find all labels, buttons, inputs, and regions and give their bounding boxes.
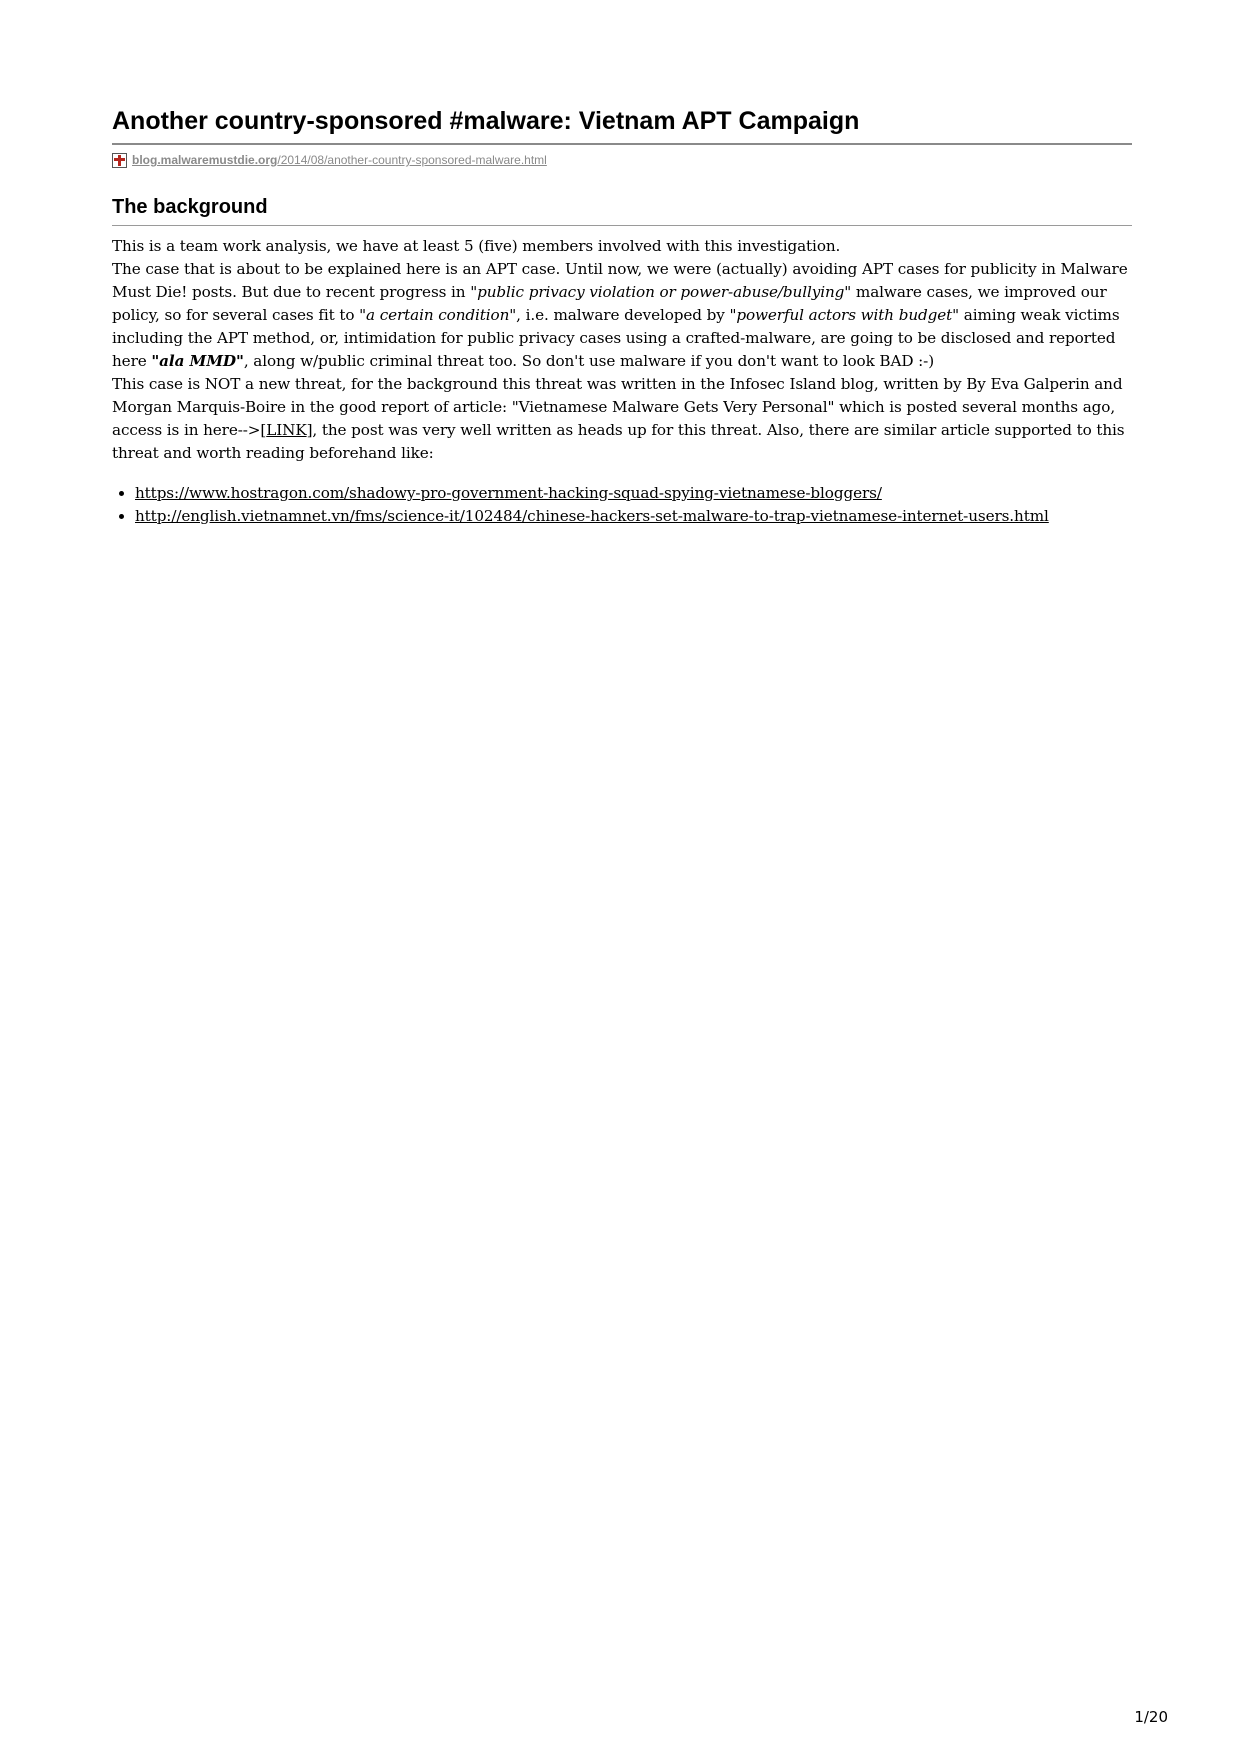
text-run: , i.e. malware developed by (516, 306, 730, 324)
article-body (112, 235, 1132, 465)
source-domain: blog.malwaremustdie.org (132, 153, 278, 167)
paragraph-intro: This is a team work analysis, we have at least 5 (five) members involved with this investigation. (112, 237, 841, 255)
source-path: /2014/08/another-country-sponsored-malware.html (277, 153, 547, 167)
list-item (135, 482, 1132, 505)
text-run: , along w/public criminal threat too. So don't use malware if you don't want to look BAD :-) (243, 352, 935, 370)
emphasis-text: "public privacy violation or power-abuse/bullying" (470, 283, 852, 301)
inline-link[interactable]: LINK (266, 421, 307, 439)
emphasis-text: "a certain condition" (359, 306, 517, 324)
page-number: 1/20 (1134, 1708, 1168, 1726)
text-run: aiming weak victims including the APT method, or, intimidation for public privacy cases using a crafted-malware, are going to be disclosed and reported here (112, 306, 1120, 370)
reference-link[interactable]: http://english.vietnamnet.vn/fms/science-it/102484/chinese-hackers-set-malware-to-trap-vietnamese-internet-users.html (135, 507, 1049, 525)
list-item (135, 505, 1132, 528)
strong-emphasis-text: "ala MMD" (151, 352, 244, 370)
emphasis-text: "powerful actors with budget" (729, 306, 960, 324)
text-run: This case is NOT a new threat, for the background this threat was written in the Infosec Island blog, written by By Eva Galperin and Morgan Marquis-Boire in the good report of article: "Vietnamese Malware Gets Very Personal" which is posted several months ago, access is in here-->[ (112, 375, 1123, 439)
reference-link[interactable]: https://www.hostragon.com/shadowy-pro-government-hacking-squad-spying-vietnamese-bloggers/ (135, 484, 882, 502)
source-link[interactable] (132, 153, 547, 167)
document-page (112, 105, 1132, 528)
text-run: ], the post was very well written as heads up for this threat. Also, there are similar article supported to this threat and worth reading beforehand like: (112, 421, 1125, 462)
reference-links-list (112, 482, 1132, 528)
section-heading: The background (112, 194, 1132, 226)
source-line (112, 151, 1132, 169)
text-run: The case that is about to be explained here is an APT case. Until now, we were (actually) avoiding APT cases for publicity in Malware Must Die! posts. But due to recent progress in (112, 260, 1128, 301)
shield-cross-icon (112, 153, 127, 168)
text-run: malware cases, we improved our policy, so for several cases fit to (112, 283, 1107, 324)
paragraph-background (112, 373, 1132, 465)
article-title: Another country-sponsored #malware: Vietnam APT Campaign (112, 105, 1132, 145)
paragraph-policy (112, 258, 1132, 373)
